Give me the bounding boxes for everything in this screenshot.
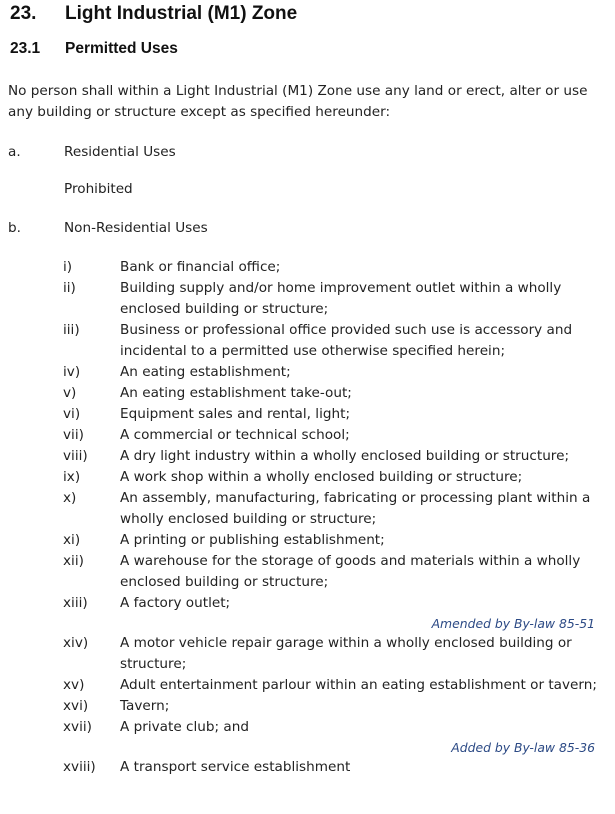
list-item [0, 717, 615, 738]
item-text: Tavern; [120, 698, 170, 714]
section-a-label: a. [8, 144, 21, 160]
item-text: A factory outlet; [120, 595, 231, 611]
list-item [0, 488, 615, 530]
section-a-title: Residential Uses [64, 144, 176, 160]
item-number: iii) [63, 322, 80, 338]
item-text: A work shop within a wholly enclosed building or structure; [120, 469, 523, 485]
permitted-uses-list [0, 257, 615, 778]
list-item [0, 320, 615, 362]
section-b-label: b. [8, 220, 21, 236]
item-number: iv) [63, 364, 81, 380]
item-number: xv) [63, 677, 85, 693]
item-text: Equipment sales and rental, light; [120, 406, 351, 422]
list-item [0, 551, 615, 593]
item-number: xiv) [63, 635, 89, 651]
list-item [0, 467, 615, 488]
item-text: An assembly, manufacturing, fabricating or processing plant within a wholly enclosed building or structure; [120, 490, 591, 527]
list-item [0, 404, 615, 425]
list-item [0, 362, 615, 383]
list-item [0, 633, 615, 675]
item-number: ii) [63, 280, 76, 296]
list-item [0, 696, 615, 717]
list-item [0, 675, 615, 696]
list-item [0, 530, 615, 551]
item-text: A warehouse for the storage of goods and materials within a wholly enclosed building or structure; [120, 553, 581, 590]
list-item [0, 278, 615, 320]
list-item [0, 593, 615, 614]
amendment-note: Amended by By-law 85-51 [431, 616, 595, 631]
item-text: An eating establishment take-out; [120, 385, 352, 401]
section-a-status: Prohibited [64, 181, 133, 197]
item-number: xii) [63, 553, 84, 569]
list-item [0, 757, 615, 778]
subsection-title: Permitted Uses [65, 40, 178, 57]
item-number: xvi) [63, 698, 89, 714]
item-text: A dry light industry within a wholly enclosed building or structure; [120, 448, 570, 464]
subsection-number: 23.1 [10, 40, 41, 57]
item-text: A private club; and [120, 719, 249, 735]
item-text: An eating establishment; [120, 364, 291, 380]
item-text: Business or professional office provided such use is accessory and incidental to a permitted use otherwise specified herein; [120, 322, 573, 359]
item-number: xiii) [63, 595, 88, 611]
item-text: Building supply and/or home improvement outlet within a wholly enclosed building or structure; [120, 280, 562, 317]
item-number: x) [63, 490, 77, 506]
item-text: A commercial or technical school; [120, 427, 350, 443]
item-text: A transport service establishment [120, 759, 351, 775]
item-number: v) [63, 385, 77, 401]
addition-note: Added by By-law 85-36 [451, 740, 595, 755]
list-item [0, 446, 615, 467]
item-number: vii) [63, 427, 84, 443]
list-item [0, 257, 615, 278]
section-b-title: Non-Residential Uses [64, 220, 208, 236]
item-text: Adult entertainment parlour within an eating establishment or tavern; [120, 677, 597, 693]
intro-paragraph: No person shall within a Light Industrial (M1) Zone use any land or erect, alter or use any building or structure except as specified hereunder: [8, 83, 588, 120]
section-number: 23. [10, 3, 37, 24]
item-number: xviii) [63, 759, 96, 775]
item-number: viii) [63, 448, 88, 464]
item-number: i) [63, 259, 73, 275]
item-number: ix) [63, 469, 81, 485]
item-text: Bank or financial office; [120, 259, 281, 275]
list-item [0, 383, 615, 404]
item-number: vi) [63, 406, 81, 422]
item-text: A printing or publishing establishment; [120, 532, 385, 548]
item-number: xvii) [63, 719, 92, 735]
section-title: Light Industrial (M1) Zone [65, 3, 298, 24]
item-number: xi) [63, 532, 81, 548]
list-item [0, 425, 615, 446]
item-text: A motor vehicle repair garage within a wholly enclosed building or structure; [120, 635, 572, 672]
